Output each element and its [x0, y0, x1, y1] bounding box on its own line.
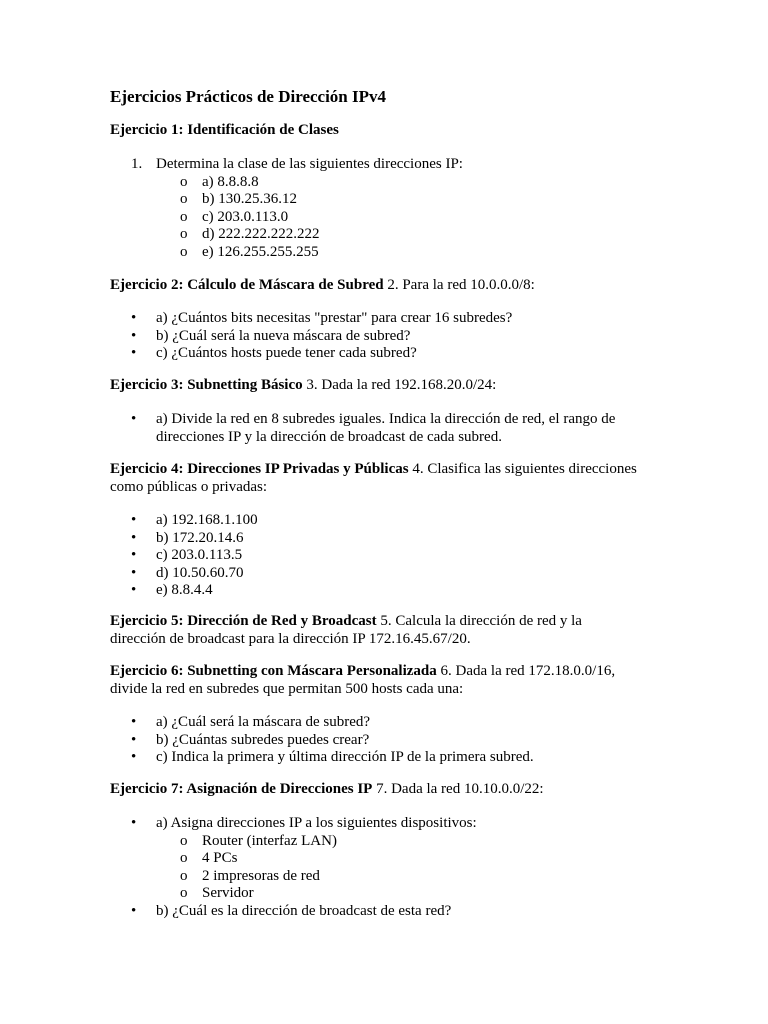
bullet-icon: •: [131, 564, 137, 581]
bullet-icon: •: [131, 411, 137, 427]
circle-bullet-icon: o: [180, 867, 188, 884]
exercise-5-statement: 5. Calcula la dirección de red y la dirección de broadcast para la dirección IP 172.16.45.67/20.: [110, 613, 582, 647]
list-item-text: a) ¿Cuál será la máscara de subred?: [156, 714, 371, 730]
bullet-icon: •: [131, 582, 137, 598]
list-item-text: e) 8.8.4.4: [156, 582, 213, 598]
sub-list-item-text: Router (interfaz LAN): [202, 832, 337, 849]
exercise-2-list: [110, 310, 670, 363]
list-item-text: c) Indica la primera y última dirección IP de la primera subred.: [156, 749, 534, 765]
bullet-icon: •: [131, 512, 137, 528]
sub-list-item: [110, 191, 670, 209]
sub-list-item: [110, 850, 670, 868]
sub-list-item-text: b) 130.25.36.12: [202, 191, 297, 207]
exercise-2-statement: 2. Para la red 10.0.0.0/8:: [383, 277, 535, 293]
list-item: [110, 512, 670, 530]
sub-list-item-text: e) 126.255.255.255: [202, 243, 319, 260]
list-item-text: c) 203.0.113.5: [156, 547, 243, 563]
sub-list-item-text: Servidor: [202, 885, 254, 901]
circle-bullet-icon: o: [180, 226, 188, 242]
list-item: [110, 328, 670, 346]
circle-bullet-icon: o: [180, 208, 188, 225]
list-item: [110, 530, 670, 548]
exercise-2-heading: Ejercicio 2: Cálculo de Máscara de Subred: [110, 277, 384, 293]
list-item: [110, 903, 670, 921]
sub-list-item: [110, 209, 670, 227]
list-item: [110, 345, 670, 363]
bullet-icon: •: [131, 902, 137, 919]
list-item: [110, 310, 670, 328]
sub-list-item-text: 2 impresoras de red: [202, 867, 320, 884]
exercise-3-statement: 3. Dada la red 192.168.20.0/24:: [302, 377, 497, 393]
exercise-3-paragraph: [110, 377, 670, 395]
sub-list-item-text: d) 222.222.222.222: [202, 226, 320, 242]
exercise-6-heading: Ejercicio 6: Subnetting con Máscara Personalizada: [110, 663, 437, 679]
list-number: 1.: [131, 156, 143, 172]
sub-list-item: [110, 833, 670, 851]
list-item-text: b) ¿Cuál será la nueva máscara de subred?: [156, 327, 411, 344]
sub-list-item-text: c) 203.0.113.0: [202, 208, 289, 225]
exercise-1-heading: Ejercicio 1: Identificación de Clases: [110, 122, 339, 138]
bullet-icon: •: [131, 815, 137, 831]
list-item-text: Determina la clase de las siguientes direcciones IP:: [156, 156, 463, 172]
list-item: [110, 156, 670, 174]
exercise-6-paragraph: [110, 663, 645, 698]
list-item: [110, 565, 670, 583]
circle-bullet-icon: o: [180, 243, 188, 260]
bullet-icon: •: [131, 345, 137, 361]
exercise-5-paragraph: [110, 613, 610, 648]
bullet-icon: •: [131, 714, 137, 730]
exercise-3-heading: Ejercicio 3: Subnetting Básico: [110, 377, 303, 393]
circle-bullet-icon: o: [180, 885, 188, 901]
list-item: [110, 582, 670, 600]
list-item: [110, 732, 670, 750]
exercise-4-list: [110, 512, 670, 600]
sub-list-item: [110, 226, 670, 244]
circle-bullet-icon: o: [180, 173, 188, 190]
exercise-7-paragraph: [110, 781, 670, 799]
sub-list-item-text: a) 8.8.8.8: [202, 173, 259, 190]
exercise-2-paragraph: [110, 277, 670, 295]
list-item-text: b) ¿Cuál es la dirección de broadcast de esta red?: [156, 902, 452, 919]
exercise-7-statement: 7. Dada la red 10.10.0.0/22:: [372, 781, 544, 797]
list-item: [110, 714, 670, 732]
bullet-icon: •: [131, 731, 137, 748]
bullet-icon: •: [131, 529, 137, 546]
exercise-4-heading: Ejercicio 4: Direcciones IP Privadas y Públicas: [110, 461, 409, 477]
exercise-6-list: [110, 714, 670, 767]
sub-list-item: [110, 174, 670, 192]
list-item: [110, 411, 650, 446]
list-item-text: c) ¿Cuántos hosts puede tener cada subred?: [156, 345, 417, 361]
exercise-4-statement: 4. Clasifica las siguientes direcciones como públicas o privadas:: [110, 461, 637, 495]
list-item: [110, 749, 670, 767]
bullet-icon: •: [131, 327, 137, 344]
document-title: Ejercicios Prácticos de Dirección IPv4: [110, 87, 387, 106]
exercise-3-list: [110, 411, 650, 446]
bullet-icon: •: [131, 310, 137, 326]
list-item-text: b) ¿Cuántas subredes puedes crear?: [156, 731, 370, 748]
list-item-text: a) 192.168.1.100: [156, 512, 258, 528]
sub-list-item: [110, 868, 670, 886]
list-item: [110, 547, 670, 565]
list-item-text: a) ¿Cuántos bits necesitas "prestar" para crear 16 subredes?: [156, 310, 513, 326]
list-item-text: a) Divide la red en 8 subredes iguales. Indica la dirección de red, el rango de direcciones IP y la dirección de broadcast de cada subred.: [156, 411, 616, 445]
exercise-5-heading: Ejercicio 5: Dirección de Red y Broadcast: [110, 613, 377, 629]
exercise-6-statement: 6. Dada la red 172.18.0.0/16, divide la red en subredes que permitan 500 hosts cada una:: [110, 663, 616, 697]
circle-bullet-icon: o: [180, 832, 188, 849]
exercise-4-paragraph: [110, 461, 660, 496]
bullet-icon: •: [131, 547, 137, 563]
circle-bullet-icon: o: [180, 191, 188, 207]
bullet-icon: •: [131, 749, 137, 765]
sub-list-item-text: 4 PCs: [202, 850, 238, 866]
sub-list-item: [110, 244, 670, 262]
list-item-text: a) Asigna direcciones IP a los siguientes dispositivos:: [156, 815, 477, 831]
sub-list-item: [110, 885, 670, 903]
exercise-7-heading: Ejercicio 7: Asignación de Direcciones IP: [110, 781, 373, 797]
exercise-7-list: [110, 815, 670, 920]
list-item-text: d) 10.50.60.70: [156, 564, 244, 581]
list-item: [110, 815, 670, 833]
exercise-1-list: [110, 156, 670, 261]
list-item-text: b) 172.20.14.6: [156, 529, 244, 546]
circle-bullet-icon: o: [180, 850, 188, 866]
